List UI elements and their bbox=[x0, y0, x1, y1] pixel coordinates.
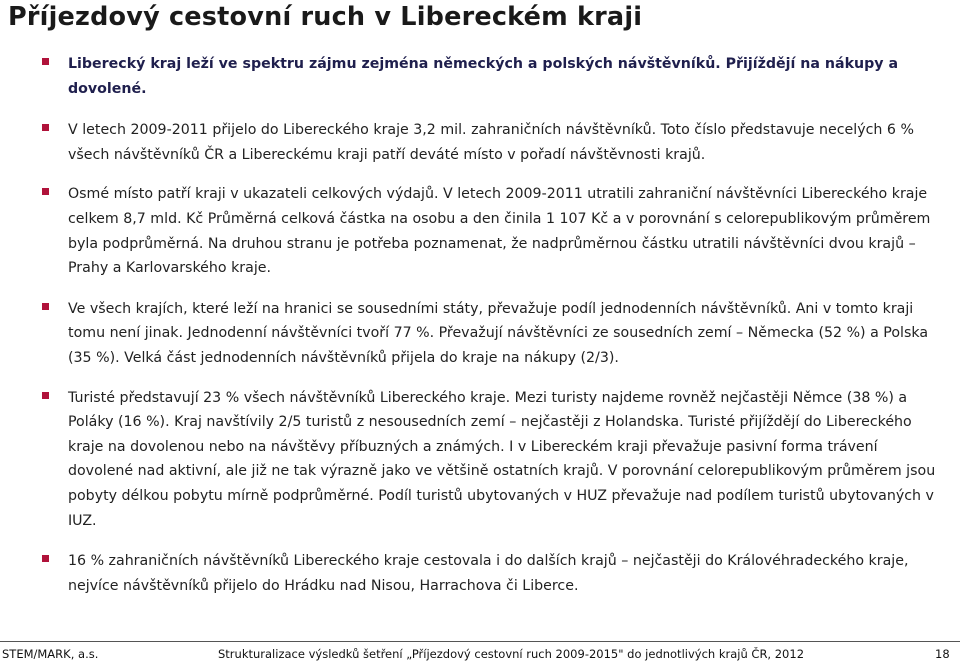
bullet-text: Turisté představují 23 % všech návštěvníků Libereckého kraje. Mezi turisty najdeme rovněž nejčastěji Němce (38 %) a Poláky (16 %). Kraj navštívily 2/5 turistů z nesousedních zemí – nejčastěji z Holandska. Turisté přijíždějí do Libereckého kraje na dovolenou nebo na návštěvy příbuzných a známých. I v Libereckém kraji převažuje pasivní forma trávení dovolené nad aktivní, ale již ne tak výrazně jako ve většině ostatních krajů. V porovnání celorepublikovým průměrem jsou pobyty délkou pobytu mírně podprůměrné. Podíl turistů ubytovaných v HUZ převažuje nad podílem turistů ubytovaných v IUZ. bbox=[68, 389, 936, 529]
page-number: 18 bbox=[935, 647, 950, 661]
footer-company: STEM/MARK, a.s. bbox=[2, 647, 99, 661]
bullet-item bbox=[42, 549, 942, 598]
page-title: Příjezdový cestovní ruch v Libereckém kraji bbox=[8, 2, 643, 32]
bullet-square-icon bbox=[42, 392, 49, 399]
bullet-item bbox=[42, 297, 942, 371]
bullet-list bbox=[42, 52, 942, 598]
bullet-square-icon bbox=[42, 303, 49, 310]
footer-divider bbox=[0, 641, 960, 642]
bullet-item bbox=[42, 52, 942, 101]
bullet-square-icon bbox=[42, 124, 49, 131]
bullet-square-icon bbox=[42, 188, 49, 195]
bullet-square-icon bbox=[42, 58, 49, 65]
bullet-square-icon bbox=[42, 555, 49, 562]
bullet-text: Liberecký kraj leží ve spektru zájmu zejména německých a polských návštěvníků. Přijíždějí na nákupy a dovolené. bbox=[68, 56, 899, 97]
footer-report-title: Strukturalizace výsledků šetření „Příjezdový cestovní ruch 2009-2015" do jednotlivých krajů ČR, 2012 bbox=[218, 647, 805, 661]
bullet-item bbox=[42, 182, 942, 280]
bullet-text: Osmé místo patří kraji v ukazateli celkových výdajů. V letech 2009-2011 utratili zahraniční návštěvníci Libereckého kraje celkem 8,7 mld. Kč Průměrná celková částka na osobu a den činila 1 107 Kč a v porovnání s celorepublikovým průměrem byla podprůměrná. Na druhou stranu je potřeba poznamenat, že nadprůměrnou částku utratili návštěvníci dvou krajů – Prahy a Karlovarského kraje. bbox=[68, 186, 931, 277]
bullet-item bbox=[42, 118, 942, 167]
bullet-item bbox=[42, 386, 942, 534]
bullet-text: V letech 2009-2011 přijelo do Libereckého kraje 3,2 mil. zahraničních návštěvníků. Toto číslo představuje necelých 6 % všech návštěvníků ČR a Libereckému kraji patří deváté místo v pořadí návštěvnosti krajů. bbox=[68, 122, 914, 163]
bullet-text: Ve všech krajích, které leží na hranici se sousedními státy, převažuje podíl jednodenních návštěvníků. Ani v tomto kraji tomu není jinak. Jednodenní návštěvníci tvoří 77 %. Převažují návštěvníci ze sousedních zemí – Německa (52 %) a Polska (35 %). Velká část jednodenních návštěvníků přijela do kraje na nákupy (2/3). bbox=[68, 300, 929, 366]
bullet-text: 16 % zahraničních návštěvníků Libereckého kraje cestovala i do dalších krajů – nejčastěji do Královéhradeckého kraje, nejvíce návštěvníků přijelo do Hrádku nad Nisou, Harrachova či Liberce. bbox=[68, 553, 909, 594]
